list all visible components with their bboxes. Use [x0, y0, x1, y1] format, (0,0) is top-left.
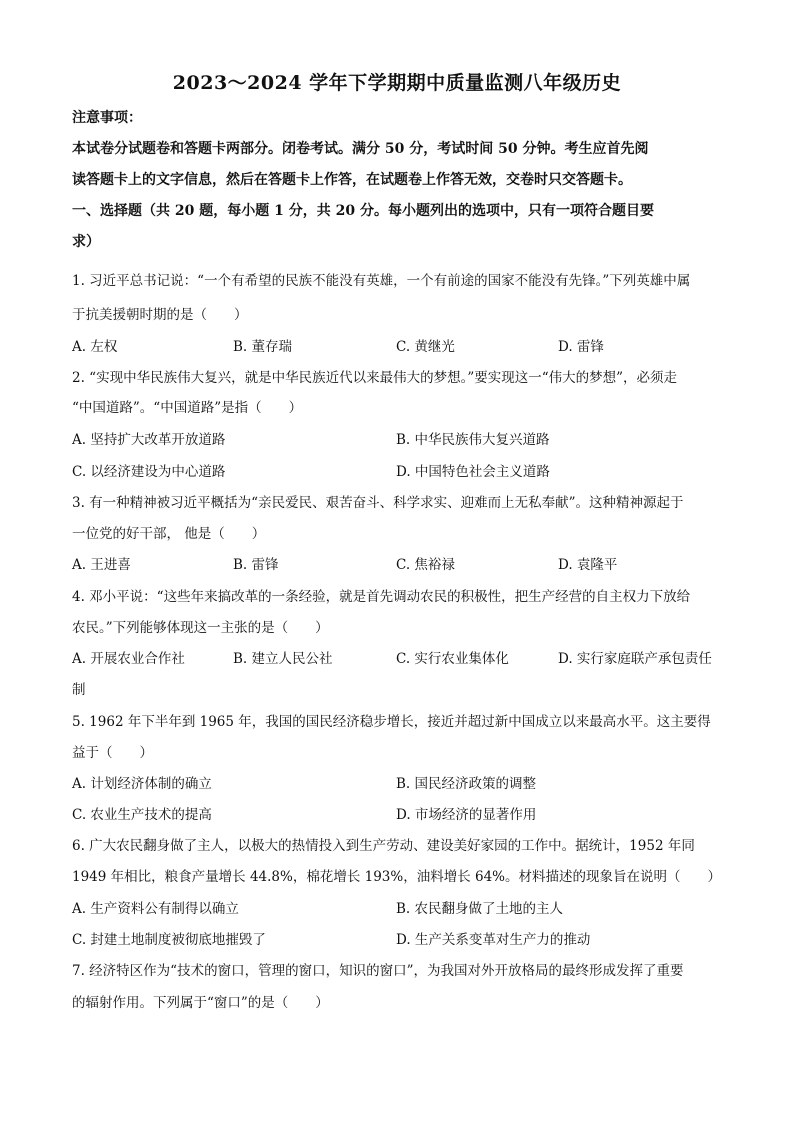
notice-heading: 注意事项：: [72, 110, 142, 126]
question-3-option-b: B. 雷锋: [233, 557, 279, 573]
question-4-option-c: C. 实行农业集体化: [396, 651, 509, 667]
question-6-option-b: B. 农民翻身做了土地的主人: [396, 901, 564, 917]
question-2-option-a: A. 坚持扩大改革开放道路: [72, 432, 226, 448]
question-7-stem-line-1: 7. 经济特区作为“技术的窗口，管理的窗口，知识的窗口”，为我国对外开放格局的最终形成发挥了重要: [72, 963, 684, 979]
question-4-option-d: D. 实行家庭联产承包责任: [558, 651, 712, 667]
question-1-option-b: B. 董存瑞: [233, 339, 293, 355]
exam-title: 2023～2024 学年下学期期中质量监测八年级历史: [172, 72, 622, 94]
question-1-option-a: A. 左权: [72, 339, 118, 355]
question-3-stem-line-1: 3. 有一种精神被习近平概括为“亲民爱民、艰苦奋斗、科学求实、迎难而上无私奉献”。这种精神源起于: [72, 495, 684, 511]
question-2-stem-line-1: 2. “实现中华民族伟大复兴，就是中华民族近代以来最伟大的梦想。”要实现这一“伟大的梦想”，必须走: [72, 370, 678, 386]
question-6-stem-line-1: 6. 广大农民翻身做了主人，以极大的热情投入到生产劳动、建设美好家园的工作中。据统计，1952 年同: [72, 838, 695, 854]
question-5-option-a: A. 计划经济体制的确立: [72, 776, 212, 792]
question-3-option-a: A. 王进喜: [72, 557, 131, 573]
notice-line-2: 读答题卡上的文字信息，然后在答题卡上作答，在试题卷上作答无效，交卷时只交答题卡。: [72, 172, 632, 188]
question-6-option-a: A. 生产资料公有制得以确立: [72, 901, 239, 917]
question-4-option-d-wrap: 制: [72, 682, 86, 698]
notice-line-1: 本试卷分试题卷和答题卡两部分。闭卷考试。满分 50 分，考试时间 50 分钟。考生应首先阅: [72, 141, 649, 157]
question-3-option-c: C. 焦裕禄: [396, 557, 455, 573]
question-5-option-d: D. 市场经济的显著作用: [396, 807, 537, 823]
question-2-option-d: D. 中国特色社会主义道路: [396, 464, 550, 480]
question-4-option-a: A. 开展农业合作社: [72, 651, 185, 667]
question-1-stem-line-2: 于抗美援朝时期的是（ ）: [72, 307, 248, 323]
question-1-option-c: C. 黄继光: [396, 339, 455, 355]
question-7-stem-line-2: 的辐射作用。下列属于“窗口”的是（ ）: [72, 995, 329, 1011]
question-1-option-d: D. 雷锋: [558, 339, 604, 355]
question-2-option-b: B. 中华民族伟大复兴道路: [396, 432, 550, 448]
question-6-option-c: C. 封建土地制度被彻底地摧毁了: [72, 932, 266, 948]
question-5-stem-line-1: 5. 1962 年下半年到 1965 年，我国的国民经济稳步增长，接近并超过新中国成立以来最高水平。这主要得: [72, 714, 711, 730]
question-2-stem-line-2: “中国道路”。“中国道路”是指（ ）: [72, 400, 303, 416]
question-1-stem-line-1: 1. 习近平总书记说：“一个有希望的民族不能没有英雄，一个有前途的国家不能没有先锋。”下列英雄中属: [72, 273, 691, 289]
question-3-stem-line-2: 一位党的好干部， 他是（ ）: [72, 526, 266, 542]
question-4-stem-line-2: 农民。”下列能够体现这一主张的是（ ）: [72, 620, 329, 636]
question-6-option-d: D. 生产关系变革对生产力的推动: [396, 932, 591, 948]
question-5-option-b: B. 国民经济政策的调整: [396, 776, 537, 792]
question-2-option-c: C. 以经济建设为中心道路: [72, 464, 226, 480]
question-4-stem-line-1: 4. 邓小平说：“这些年来搞改革的一条经验，就是首先调动农民的积极性，把生产经营的自主权力下放给: [72, 589, 691, 605]
section-heading-line-2: 求）: [72, 234, 100, 250]
question-5-stem-line-2: 益于（ ）: [72, 745, 153, 761]
question-3-option-d: D. 袁隆平: [558, 557, 618, 573]
question-5-option-c: C. 农业生产技术的提高: [72, 807, 212, 823]
question-6-stem-line-2: 1949 年相比，粮食产量增长 44.8%，棉花增长 193%，油料增长 64%。材料描述的现象旨在说明（ ）: [72, 869, 722, 885]
section-heading-line-1: 一、选择题（共 20 题，每小题 1 分，共 20 分。每小题列出的选项中，只有一项符合题目要: [72, 203, 654, 219]
question-4-option-b: B. 建立人民公社: [233, 651, 333, 667]
